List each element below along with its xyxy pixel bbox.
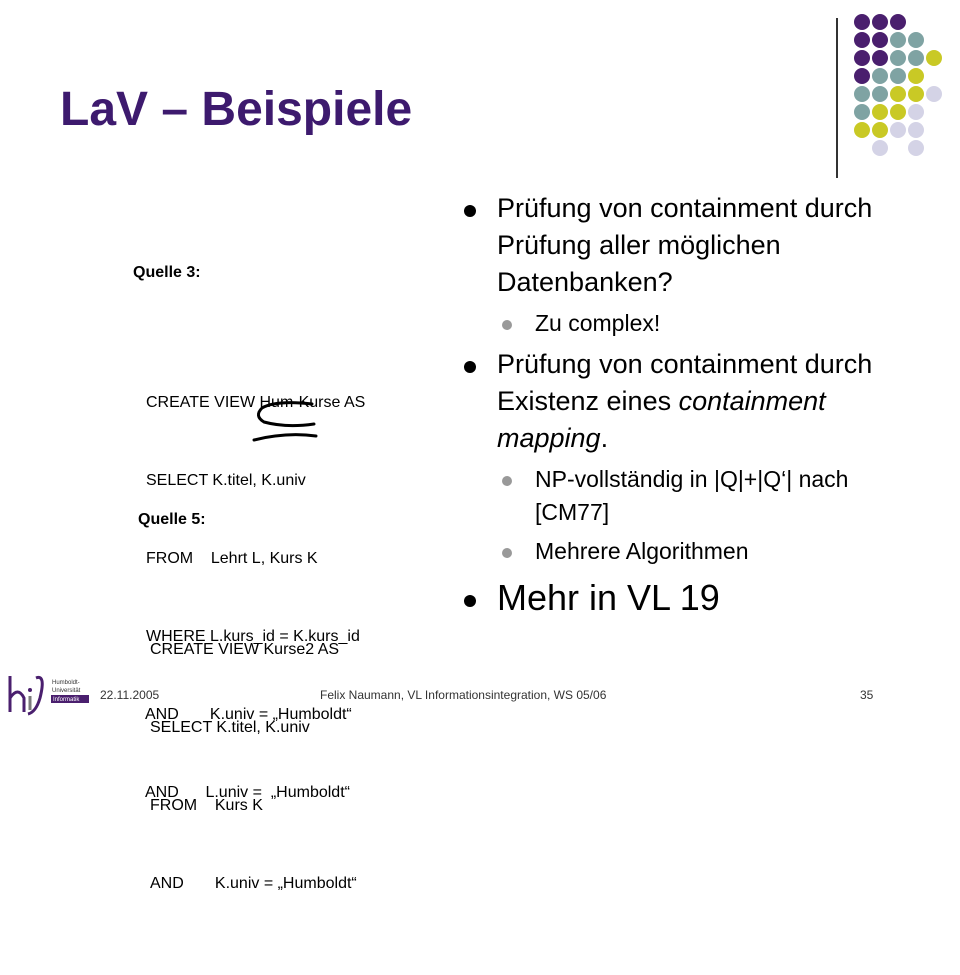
decorative-dot xyxy=(854,86,870,102)
decorative-dot xyxy=(854,50,870,66)
code-line: AND L.univ = „Humboldt“ xyxy=(145,784,350,801)
decorative-dot xyxy=(890,32,906,48)
source-5-lines xyxy=(138,585,357,949)
decorative-dot xyxy=(872,50,888,66)
code-line: AND K.univ = „Humboldt“ xyxy=(145,706,352,723)
bullet-item: Mehr in VL 19 xyxy=(464,576,924,620)
code-line: CREATE VIEW Hum-Kurse AS xyxy=(146,394,366,411)
decorative-dot xyxy=(908,32,924,48)
subset-symbol-icon xyxy=(246,396,326,448)
decorative-dot xyxy=(872,68,888,84)
decorative-dot xyxy=(890,86,906,102)
footer-date: 22.11.2005 xyxy=(100,688,160,702)
sub-bullet-item: Mehrere Algorithmen xyxy=(464,535,924,568)
footer-page-number: 35 xyxy=(860,688,874,702)
slide-title: LaV – Beispiele xyxy=(60,83,413,136)
bullet-item: Prüfung von containment durch Prüfung aller möglichen Datenbanken? xyxy=(464,190,924,301)
code-line: AND K.univ = „Humboldt“ xyxy=(150,875,357,892)
decorative-dot xyxy=(908,50,924,66)
code-line: CREATE VIEW Kurse2 AS xyxy=(150,641,340,658)
decorative-dot xyxy=(890,14,906,30)
decorative-dot xyxy=(908,104,924,120)
decorative-dot xyxy=(908,122,924,138)
decorative-dot xyxy=(926,86,942,102)
decorative-dot xyxy=(926,50,942,66)
decorative-dot xyxy=(908,86,924,102)
source-5-heading: Quelle 5: xyxy=(138,511,206,528)
code-line: SELECT K.titel, K.univ xyxy=(150,719,310,736)
code-line: FROM Lehrt L, Kurs K xyxy=(146,550,318,567)
decorative-dot xyxy=(872,140,888,156)
source-5-block xyxy=(138,455,357,975)
decorative-dot xyxy=(854,122,870,138)
decorative-dot xyxy=(890,104,906,120)
decorative-dot xyxy=(890,68,906,84)
svg-text:Informatik: Informatik xyxy=(53,697,80,703)
code-line: WHERE L.kurs_id = K.kurs_id xyxy=(146,628,360,645)
decorative-dot xyxy=(908,68,924,84)
decorative-dot xyxy=(890,50,906,66)
code-line: SELECT K.titel, K.univ xyxy=(146,472,306,489)
svg-text:Humboldt-: Humboldt- xyxy=(52,680,80,686)
sub-bullet-item: NP-vollständig in |Q|+|Q‘| nach [CM77] xyxy=(464,463,924,529)
decorative-dot xyxy=(854,104,870,120)
decorative-dot-grid xyxy=(0,0,960,180)
decorative-dot xyxy=(872,104,888,120)
svg-text:Universität: Universität xyxy=(52,688,81,694)
decorative-dot xyxy=(872,32,888,48)
decorative-dot xyxy=(908,140,924,156)
bullet-item: Prüfung von containment durch Existenz eines containment mapping. xyxy=(464,346,924,457)
sub-bullet-item: Zu complex! xyxy=(464,307,924,340)
decorative-dot xyxy=(854,32,870,48)
decorative-dot xyxy=(854,14,870,30)
vertical-divider xyxy=(836,18,838,178)
source-3-heading: Quelle 3: xyxy=(133,264,201,281)
decorative-dot xyxy=(854,68,870,84)
decorative-dot xyxy=(872,14,888,30)
code-line: FROM Kurs K xyxy=(150,797,263,814)
hu-informatik-logo xyxy=(6,668,96,716)
footer-center: Felix Naumann, VL Informationsintegration, WS 05/06 xyxy=(320,688,607,702)
decorative-dot xyxy=(872,122,888,138)
decorative-dot xyxy=(890,122,906,138)
bullet-list xyxy=(464,190,924,626)
decorative-dot xyxy=(872,86,888,102)
